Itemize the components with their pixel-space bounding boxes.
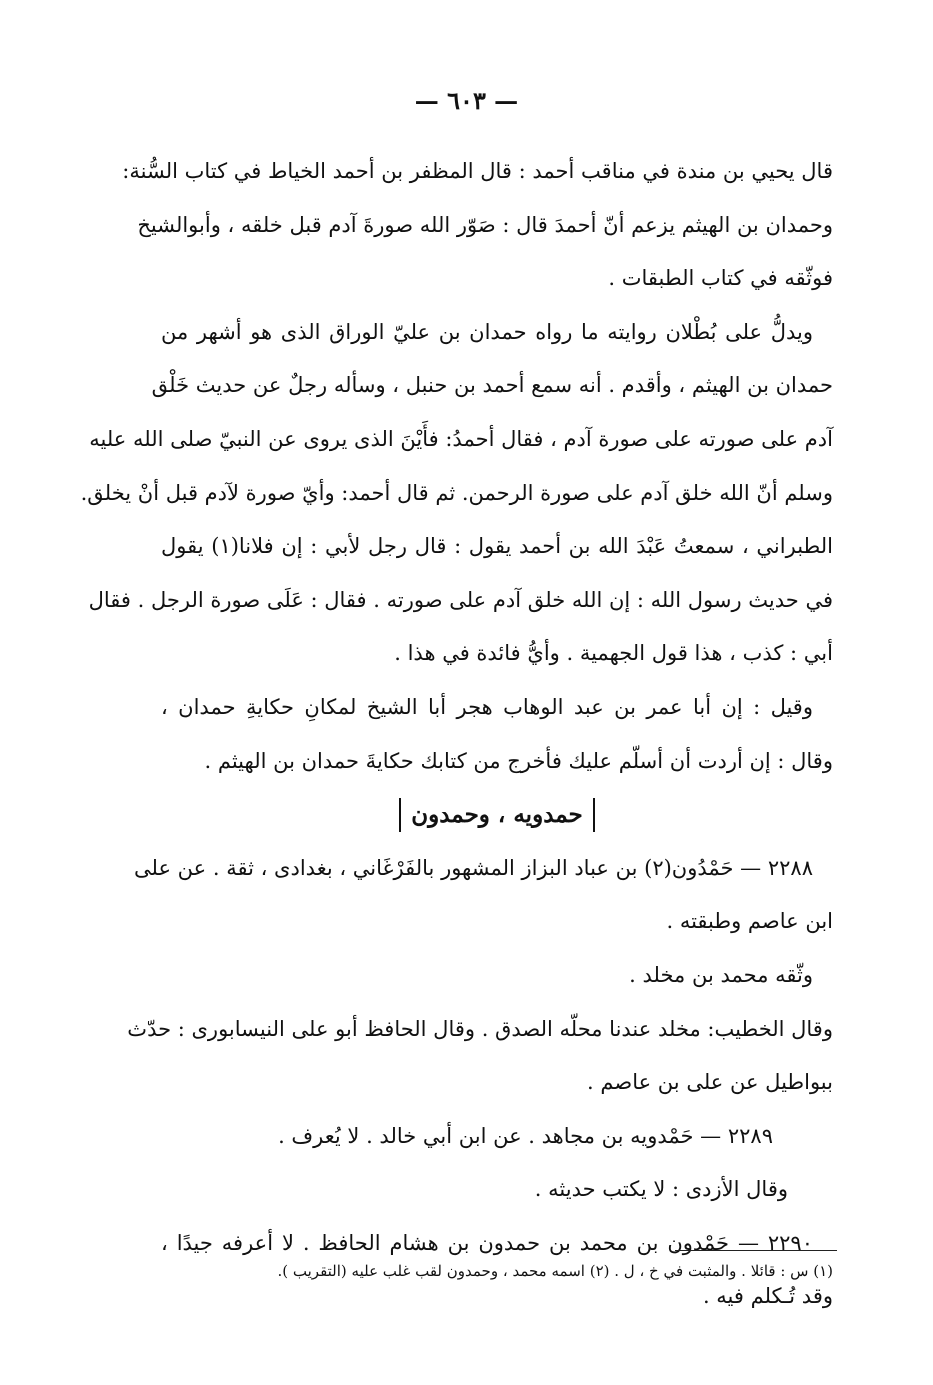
text-line: وحمدان بن الهيثم يزعم أنّ أحمدَ قال : صَوّر الله صورةَ آدم قبل خلقه ، وأبوالشيخ bbox=[137, 212, 833, 237]
text-line: في حديث رسول الله : إن الله خلق آدم على صورته . فقال : عَلَى صورة الرجل . فقال bbox=[88, 587, 833, 612]
section-heading bbox=[161, 788, 833, 842]
text-line: آدم على صورته على صورة آدم ، فقال أحمدُ: فأَيْنَ الذى يروى عن النبيّ صلى الله عليه bbox=[89, 426, 833, 451]
entry-line: ٢٢٨٨ — حَمْدُون(٢) بن عباد البزاز المشهور بالفَرْغَاني ، بغدادى ، ثقة . عن على bbox=[134, 855, 813, 880]
text-line: حمدان بن الهيثم ، وأقدم . أنه سمع أحمد بن حنبل ، وسأله رجلٌ عن حديث خَلْق bbox=[151, 373, 833, 398]
entry-line: ببواطيل عن على بن عاصم . bbox=[587, 1070, 833, 1095]
section-heading-text: حمدويه ، وحمدون bbox=[399, 798, 595, 832]
entry-line: وثّقه محمد بن مخلد . bbox=[629, 962, 813, 987]
text-line: قال يحيي بن مندة في مناقب أحمد : قال المظفر بن أحمد الخياط في كتاب السُّنة: bbox=[122, 159, 833, 183]
entry-line: وقد تُـكلم فيه . bbox=[702, 1284, 833, 1309]
text-line: ويدلُّ على بُطْلان روايته ما رواه حمدان بن عليّ الوراق الذى هو أشهر من bbox=[161, 319, 813, 344]
text-line: الطبراني ، سمعتُ عَبْدَ الله بن أحمد يقول : قال رجل لأبي : إن فلانا(١) يقول bbox=[161, 534, 833, 559]
entry-line: ٢٢٩٠ — حَمْدون بن محمد بن حمدون بن هشام الحافظ . لا أعرفه جيدًا ، bbox=[161, 1230, 813, 1255]
entry-line: وقال الأزدى : لا يكتب حديثه . bbox=[534, 1177, 788, 1202]
text-line: فوثّقه في كتاب الطبقات . bbox=[608, 266, 833, 291]
entry-line: وقال الخطيب: مخلد عندنا محلّه الصدق . وقال الحافظ أبو على النيسابورى : حدّث bbox=[127, 1016, 833, 1041]
footnote: (١) س : قائلا . والمثبت في خ ، ل . (٢) اسمه محمد ، وحمدون لقب غلب عليه (التقريب ). bbox=[277, 1262, 833, 1280]
text-line: أبي : كذب ، هذا قول الجهمية . وأيُّ فائدة في هذا . bbox=[394, 641, 833, 666]
entry-line: ٢٢٨٩ — حَمْدويه بن مجاهد . عن ابن أبي خالد . لا يُعرف . bbox=[278, 1123, 773, 1148]
footnote-divider bbox=[675, 1250, 837, 1251]
entry-line: ابن عاصم وطبقته . bbox=[666, 909, 833, 934]
text-line: وقال : إن أردت أن أسلّم عليك فأخرج من كتابك حكايةَ حمدان بن الهيثم . bbox=[204, 748, 833, 773]
page-number: — ٦٠٣ — bbox=[414, 86, 519, 115]
body-text bbox=[80, 145, 833, 1324]
text-line: وسلم أنّ الله خلق آدم على صورة الرحمن. ثم قال أحمد: وأيّ صورة لآدم قبل أنْ يخلق. bbox=[80, 480, 833, 505]
text-line: وقيل : إن أبا عمر بن عبد الوهاب هجر أبا الشيخ لمكانِ حكايةِ حمدان ، bbox=[161, 694, 813, 719]
